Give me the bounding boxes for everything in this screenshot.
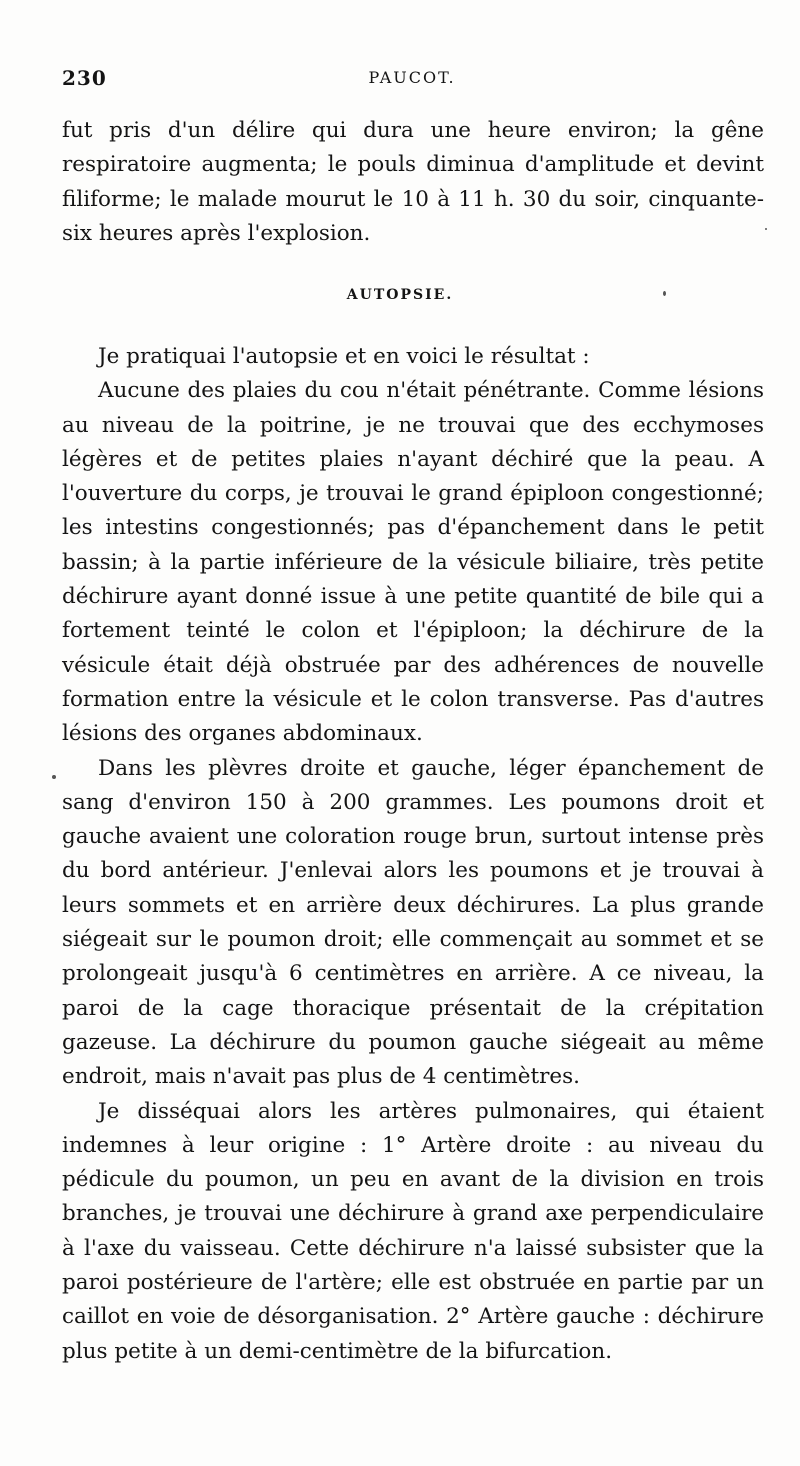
paragraph-lungs: Dans les plèvres droite et gauche, léger épanchement de sang d'environ 150 à 200 grammes. Les poumons droit et gauche avaient une coloration rouge brun, surtout intense près du bord antérieur. J'enlevai alors les poumons et je trouvai à leurs sommets et en arrière deux déchirures. La plus grande siégeait sur le poumon droit; elle commençait au sommet et se prolongeait jusqu'à 6 centimètres en arrière. A ce niveau, la paroi de la cage thoracique présentait de la crépitation gazeuse. La déchirure du poumon gauche siégeait au même endroit, mais n'avait pas plus de 4 centimètres. [62,755,764,1090]
paragraph-abdomen: Aucune des plaies du cou n'était pénétrante. Comme lésions au niveau de la poitrine, je ne trouvai que des ecchymoses légères et de petites plaies n'ayant déchiré que la peau. A l'ouverture du corps, je trouvai le grand épiploon congestionné; les intestins congestionnés; pas d'épanchement dans le petit bassin; à la partie inférieure de la vésicule biliaire, très petite déchirure ayant donné issue à une petite quantité de bile qui a fortement teinté le colon et l'épiploon; la déchirure de la vésicule était déjà obstruée par des adhérences de nouvelle formation entre la vésicule et le colon transverse. Pas d'autres lésions des organes abdominaux. [62,378,764,747]
running-head: PAUCOT. [368,68,456,87]
print-speck [52,775,56,779]
autopsy-text-block [62,340,764,1369]
paragraph-arteries: Je disséquai alors les artères pulmonaires, qui étaient indemnes à leur origine : 1° Artère droite : au niveau du pédicule du poumon, un peu en avant de la division en trois branches, je trouvai une déchirure à grand axe perpendiculaire à l'axe du vaisseau. Cette déchirure n'a laissé subsister que la paroi postérieure de l'artère; elle est obstruée en partie par un caillot en voie de désorganisation. 2° Artère gauche : déchirure plus petite à un demi-centimètre de la bifurcation. [62,1098,764,1364]
page-header [62,66,762,96]
paragraph-intro: Je pratiquai l'autopsie et en voici le résultat : [98,344,590,369]
print-speck [663,291,666,296]
continued-paragraph: fut pris d'un délire qui dura une heure environ; la gêne respiratoire augmenta; le pouls diminua d'amplitude et devint filiforme; le malade mourut le 10 à 11 h. 30 du soir, cinquante-six heures après l'explosion. [62,118,764,246]
print-speck [765,228,767,230]
page-number: 230 [62,66,107,90]
section-heading: AUTOPSIE. [346,287,454,303]
continued-paragraph-block [62,114,764,251]
